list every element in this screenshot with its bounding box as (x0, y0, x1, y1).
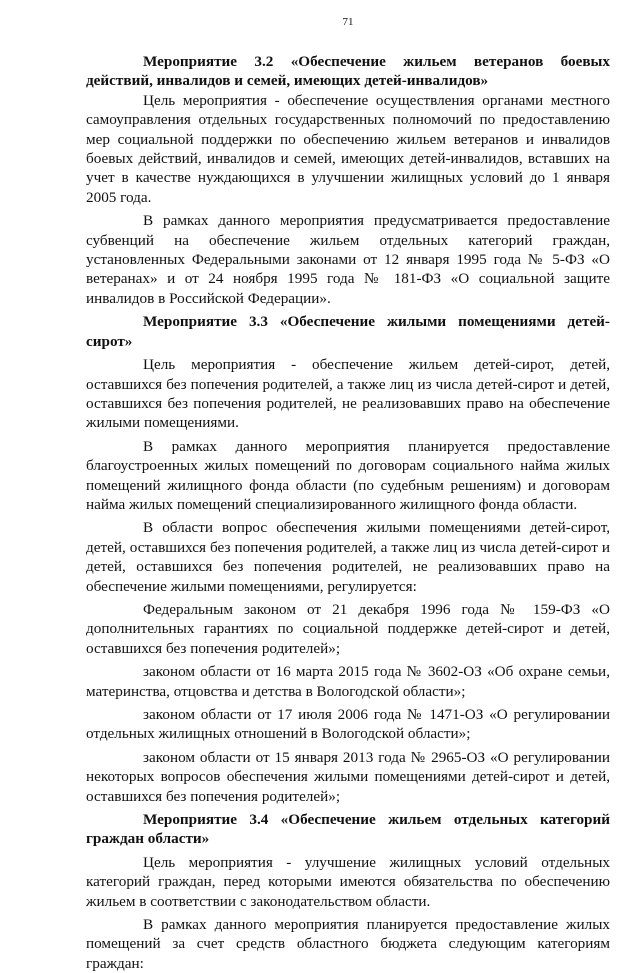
paragraph: Цель мероприятия - обеспечение жильем детей-сирот, детей, оставшихся без попечения родителей, а также лиц из числа детей-сирот и детей, оставшихся без попечения родителей, не реализовавших право на обеспечение жилыми помещениями. (86, 356, 610, 432)
paragraph: Федеральным законом от 21 декабря 1996 года № 159-ФЗ «О дополнительных гарантиях по социальной поддержке детей-сирот и детей, оставшихся без попечения родителей»; (86, 600, 610, 657)
paragraph: Цель мероприятия - улучшение жилищных условий отдельных категорий граждан, перед которыми имеются обязательства по обеспечению жильем в соответствии с законодательством области. (86, 853, 610, 910)
section-heading-3-2: Мероприятие 3.2 «Обеспечение жильем ветеранов боевых действий, инвалидов и семей, имеющих детей-инвалидов» (86, 53, 610, 90)
paragraph: В рамках данного мероприятия предусматривается предоставление субвенций на обеспечение жильем отдельных категорий граждан, установленных Федеральными законами от 12 января 1995 года № 5-ФЗ «О ветеранах» и от 24 ноября 1995 года № 181-ФЗ «О социальной защите инвалидов в Российской Федерации». (86, 212, 610, 307)
paragraph: законом области от 16 марта 2015 года № 3602-ОЗ «Об охране семьи, материнства, отцовства и детства в Вологодской области»; (86, 663, 610, 700)
page-number: 71 (342, 16, 354, 28)
paragraph: Цель мероприятия - обеспечение осуществления органами местного самоуправления отдельных государственных полномочий по предоставлению мер социальной поддержки по обеспечению жильем ветеранов и инвалидов боевых действий, инвалидов и семей, имеющих детей-инвалидов, вставших на учет в качестве нуждающихся в улучшении жилищных условий до 1 января 2005 года. (86, 91, 610, 206)
paragraph: В рамках данного мероприятия планируется предоставление жилых помещений за счет средств областного бюджета следующим категориям граждан: (86, 916, 610, 972)
paragraph: В рамках данного мероприятия планируется предоставление благоустроенных жилых помещений по договорам социального найма жилых помещений жилищного фонда области (по судебным решениям) и договорам найма жилых помещений специализированного жилищного фонда области. (86, 437, 610, 513)
section-heading-3-4: Мероприятие 3.4 «Обеспечение жильем отдельных категорий граждан области» (86, 811, 610, 848)
document-body (86, 52, 610, 973)
section-heading-3-3: Мероприятие 3.3 «Обеспечение жилыми помещениями детей-сирот» (86, 313, 610, 350)
paragraph: законом области от 15 января 2013 года № 2965-ОЗ «О регулировании некоторых вопросов обеспечения жилыми помещениями детей-сирот и детей, оставшихся без попечения родителей»; (86, 748, 610, 805)
paragraph: законом области от 17 июля 2006 года № 1471-ОЗ «О регулировании отдельных жилищных отношений в Вологодской области»; (86, 706, 610, 743)
paragraph: В области вопрос обеспечения жилыми помещениями детей-сирот, детей, оставшихся без попечения родителей, а также лиц из числа детей-сирот и детей, оставшихся без попечения родителей, не реализовавших право на обеспечение жилыми помещениями, регулируется: (86, 519, 610, 595)
